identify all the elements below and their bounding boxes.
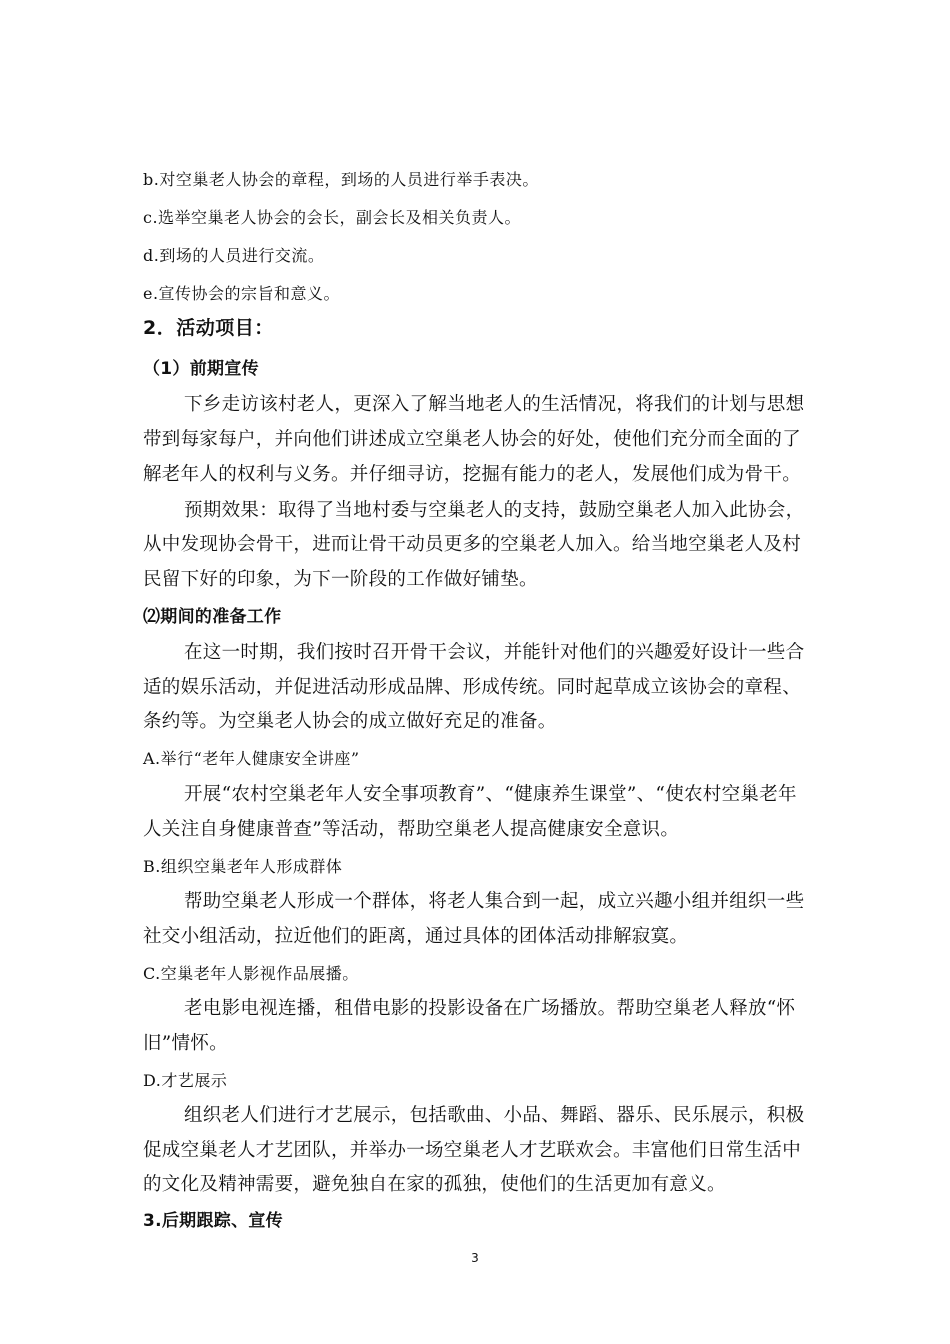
paragraph-line: 老电影电视连播，租借电影的投影设备在广场播放。帮助空巢老人释放“怀 xyxy=(184,998,796,1019)
paragraph-line: 旧”情怀。 xyxy=(143,1033,228,1054)
section-heading-activities: 2．活动项目： xyxy=(143,317,274,339)
paragraph-line: 民留下好的印象，为下一阶段的工作做好铺垫。 xyxy=(143,569,538,590)
paragraph-line: 解老年人的权利与义务。并仔细寻访，挖掘有能力的老人，发展他们成为骨干。 xyxy=(143,464,802,485)
list-item-e: e.宣传协会的宗旨和意义。 xyxy=(143,284,341,303)
item-b-title: B.组织空巢老年人形成群体 xyxy=(143,857,343,876)
list-item-d: d.到场的人员进行交流。 xyxy=(143,246,325,265)
paragraph-line: 促成空巢老人才艺团队，并举办一场空巢老人才艺联欢会。丰富他们日常生活中 xyxy=(143,1140,802,1161)
paragraph-line: 开展“农村空巢老年人安全事项教育”、“健康养生课堂”、“使农村空巢老年 xyxy=(184,784,797,805)
paragraph-line: 的文化及精神需要，避免独自在家的孤独，使他们的生活更加有意义。 xyxy=(143,1174,726,1195)
list-item-b: b.对空巢老人协会的章程，到场的人员进行举手表决。 xyxy=(143,170,539,189)
page-number: 3 xyxy=(471,1251,479,1265)
paragraph-line: 下乡走访该村老人，更深入了解当地老人的生活情况，将我们的计划与思想 xyxy=(184,394,805,415)
paragraph-line: 预期效果：取得了当地村委与空巢老人的支持，鼓励空巢老人加入此协会， xyxy=(184,500,805,521)
paragraph-line: 帮助空巢老人形成一个群体，将老人集合到一起，成立兴趣小组并组织一些 xyxy=(184,891,805,912)
paragraph-line: 在这一时期，我们按时召开骨干会议，并能针对他们的兴趣爱好设计一些合 xyxy=(184,642,805,663)
paragraph-line: 适的娱乐活动，并促进活动形成品牌、形成传统。同时起草成立该协会的章程、 xyxy=(143,677,802,698)
subheading-early-publicity: （1）前期宣传 xyxy=(143,359,259,379)
paragraph-line: 从中发现协会骨干，进而让骨干动员更多的空巢老人加入。给当地空巢老人及村 xyxy=(143,534,802,555)
paragraph-line: 社交小组活动，拉近他们的距离，通过具体的团体活动排解寂寞。 xyxy=(143,926,689,947)
item-a-title: A.举行“老年人健康安全讲座” xyxy=(143,749,360,768)
item-c-title: C.空巢老年人影视作品展播。 xyxy=(143,964,359,983)
paragraph-line: 条约等。为空巢老人协会的成立做好充足的准备。 xyxy=(143,711,557,732)
section-heading-followup: 3.后期跟踪、宣传 xyxy=(143,1211,283,1231)
paragraph-line: 人关注自身健康普查”等活动，帮助空巢老人提高健康安全意识。 xyxy=(143,819,680,840)
paragraph-line: 组织老人们进行才艺展示，包括歌曲、小品、舞蹈、器乐、民乐展示，积极 xyxy=(184,1105,805,1126)
item-d-title: D.才艺展示 xyxy=(143,1071,228,1090)
list-item-c: c.选举空巢老人协会的会长，副会长及相关负责人。 xyxy=(143,208,522,227)
subheading-preparation: ⑵期间的准备工作 xyxy=(143,607,282,627)
paragraph-line: 带到每家每户，并向他们讲述成立空巢老人协会的好处，使他们充分而全面的了 xyxy=(143,429,802,450)
